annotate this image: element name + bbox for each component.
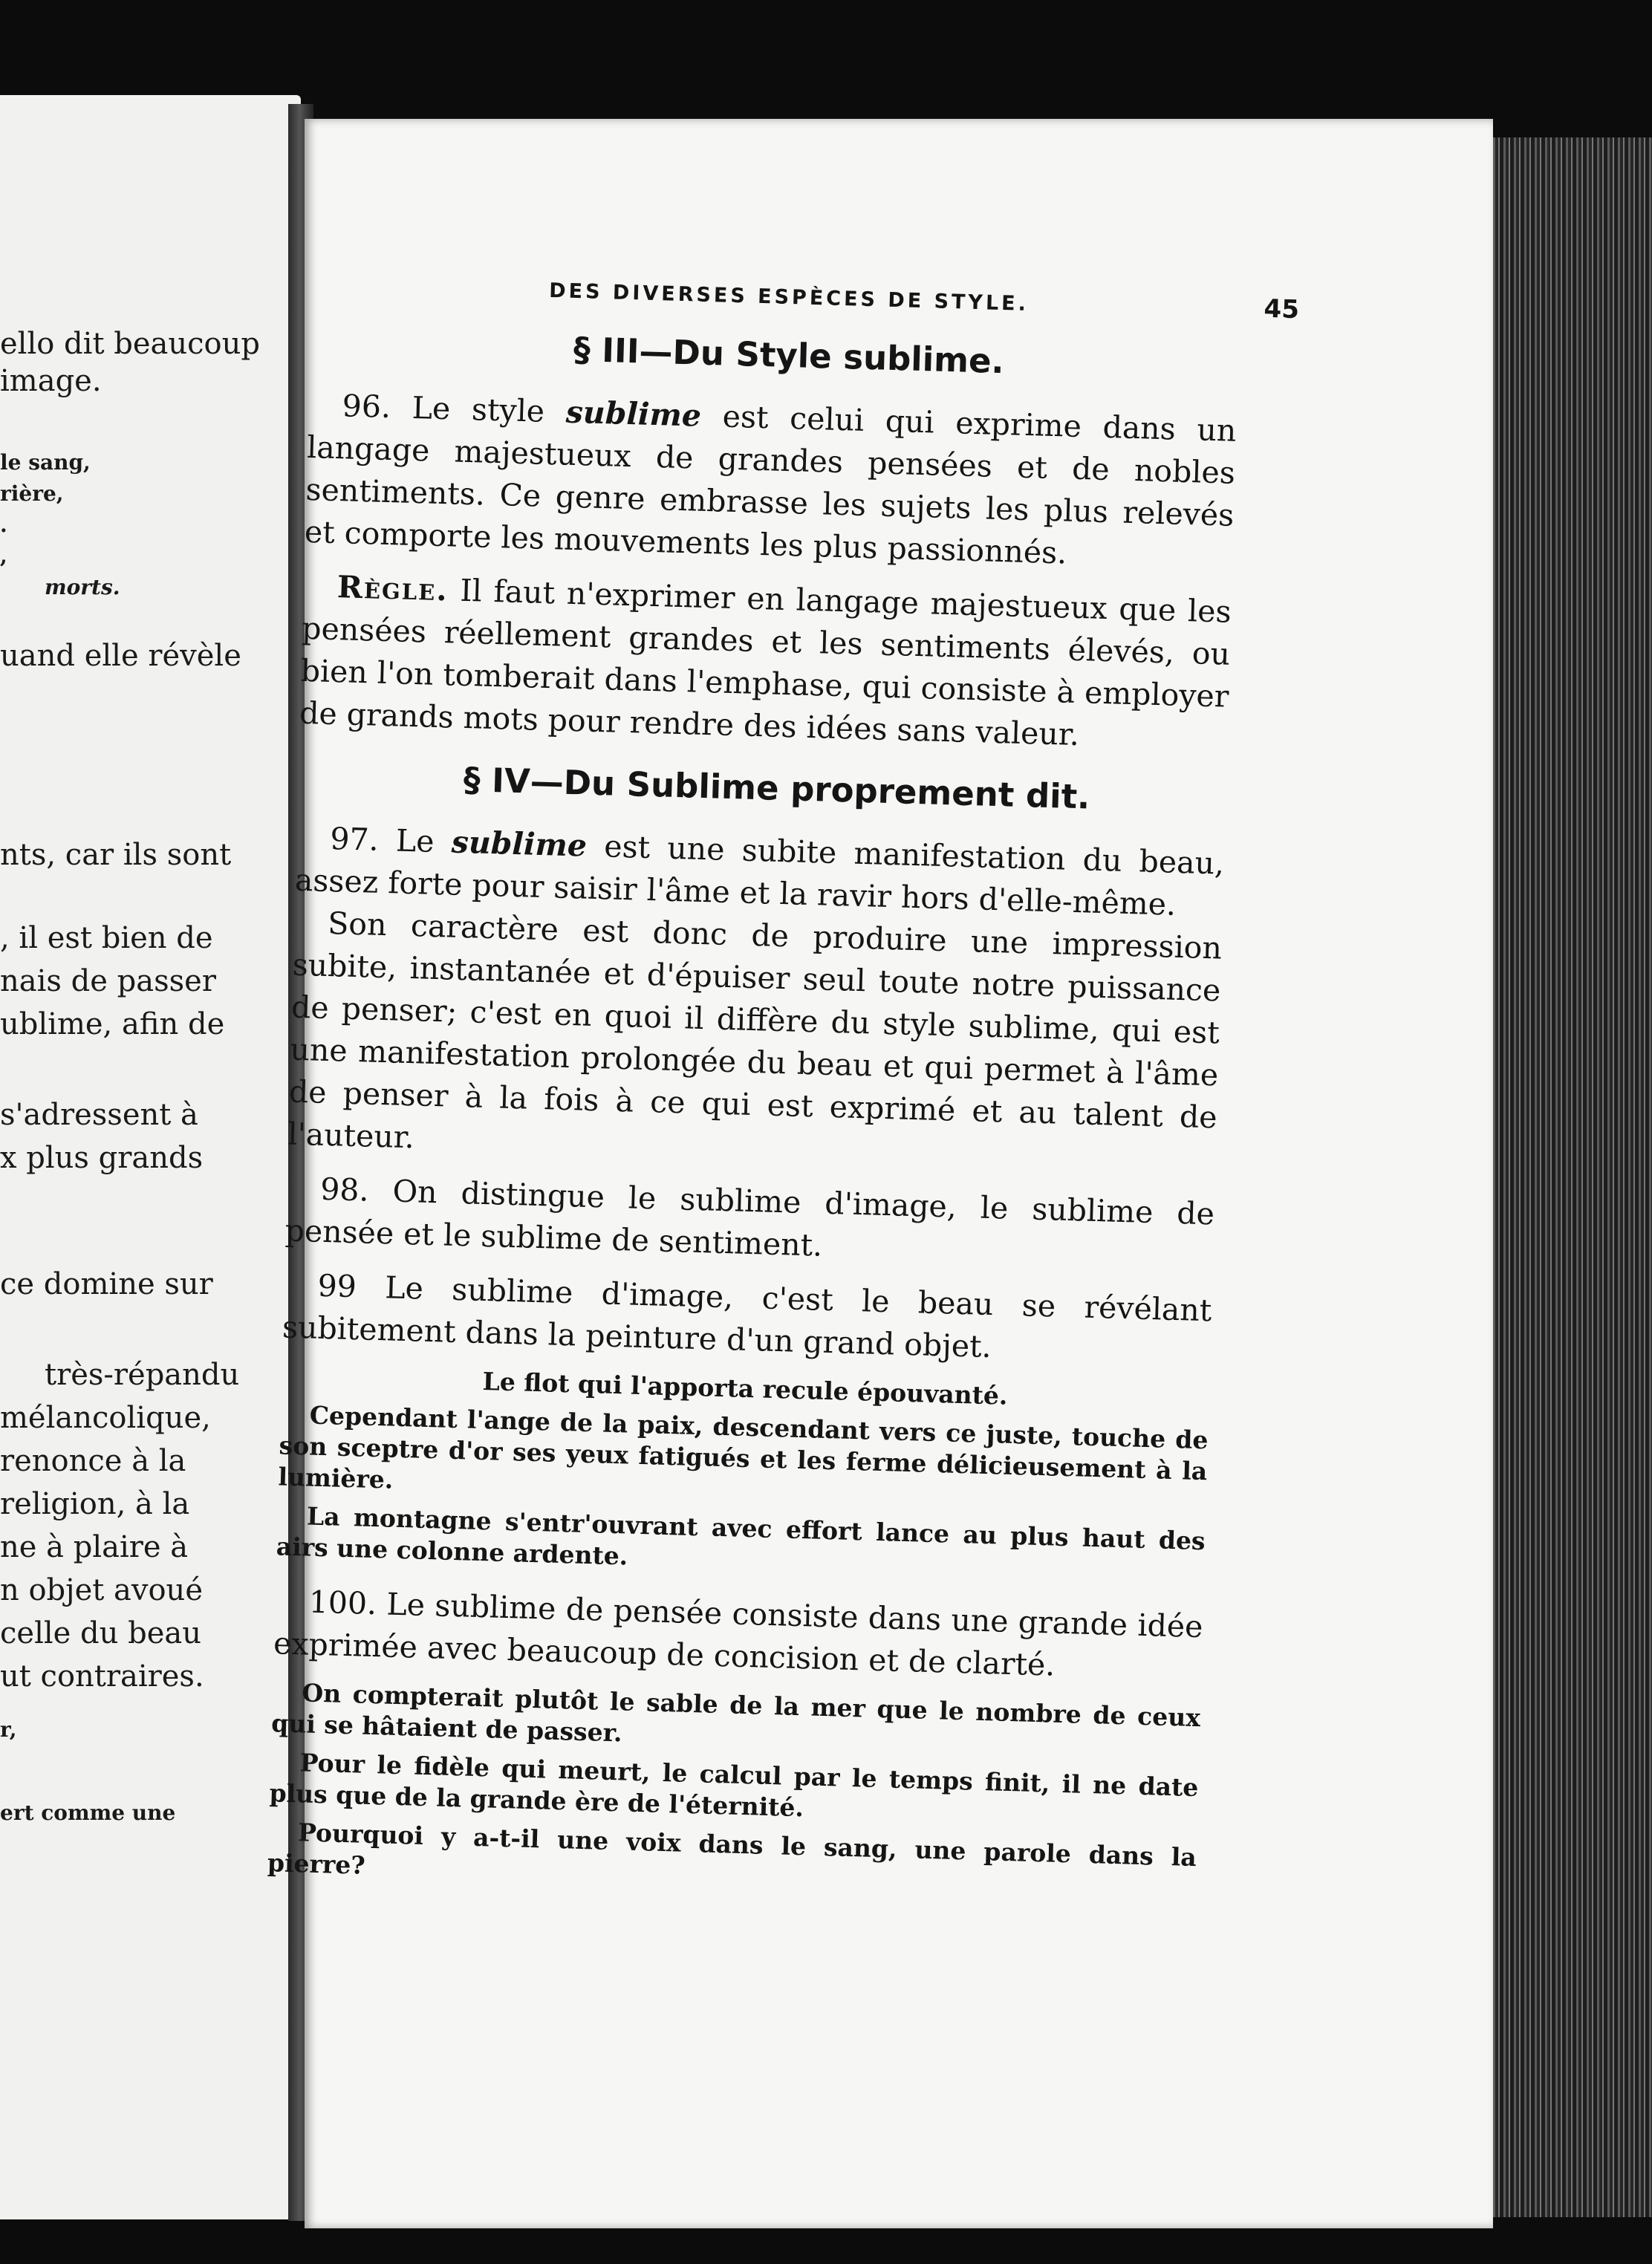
left-line: morts. [45, 575, 120, 599]
left-page [0, 95, 301, 2219]
example-quote: Cependant l'ange de la paix, descendant vers ce juste, touche de son sceptre d'or ses yeux fatigués et les ferme délicieusement à la lumière. [277, 1400, 1209, 1494]
paragraph-text: est une subite manifestation du beau, assez forte pour saisir l'âme et la ravir hors d'elle-même. [294, 828, 1225, 923]
left-line: ut contraires. [0, 1659, 204, 1694]
example-quote: On compterait plutôt le sable de la mer que le nombre de ceux qui se hâtaient de passer. [270, 1678, 1201, 1748]
left-line: ne à plaire à [0, 1530, 189, 1564]
left-line: nais de passer [0, 964, 216, 998]
rule-paragraph [299, 565, 1232, 761]
paragraph-99: 99 Le sublime d'image, c'est le beau se révélant subitement dans la peinture d'un grand objet. [282, 1267, 1212, 1365]
paragraph-96 [304, 384, 1237, 579]
paragraph-number: 96. [342, 388, 391, 426]
left-line: très-répandu [45, 1358, 240, 1392]
left-line: n objet avoué [0, 1573, 203, 1607]
left-line: r, [0, 1717, 17, 1742]
left-line: , il est bien de [0, 921, 213, 955]
left-line: ert comme une [0, 1801, 176, 1825]
example-quote: Le flot qui l'apporta recule épouvanté. [482, 1367, 1009, 1411]
emphasis: sublime [565, 394, 702, 434]
left-line: ublime, afin de [0, 1007, 225, 1041]
paragraph-text: est celui qui exprime dans un langage majestueux de grandes pensées et de nobles sentiments. Ce genre embrasse les sujets les plus relevés et comporte les mouvements les plus passionnés. [304, 398, 1237, 571]
left-line: s'adressent à [0, 1098, 198, 1132]
example-quote: Pour le fidèle qui meurt, le calcul par le temps finit, il ne date plus que de la grande ère de l'éternité. [269, 1748, 1199, 1823]
section-heading-3: § III—Du Style sublime. [573, 329, 1005, 382]
example-quote: La montagne s'entr'ouvrant avec effort lance au plus haut des airs une colonne ardente. [276, 1501, 1206, 1571]
paragraph-number: 97. [329, 820, 380, 858]
left-line: celle du beau [0, 1616, 202, 1650]
left-line: renonce à la [0, 1444, 186, 1478]
page-edges [1493, 137, 1652, 2217]
text-block [267, 267, 1300, 1912]
left-line: mélancolique, [0, 1401, 211, 1435]
section-heading-4: § IV—Du Sublime proprement dit. [463, 759, 1090, 817]
paragraph-text: Le [395, 822, 435, 859]
left-line: image. [0, 364, 102, 398]
paragraph-text: Le style [412, 389, 545, 429]
page-number: 45 [1264, 293, 1300, 325]
left-line: nts, car ils sont [0, 838, 232, 872]
left-line: religion, à la [0, 1487, 190, 1521]
example-quote: Pourquoi y a-t-il une voix dans le sang, une parole dans la pierre? [267, 1818, 1197, 1880]
left-line: ce domine sur [0, 1267, 213, 1301]
running-title: DES DIVERSES ESPÈCES DE STYLE. [548, 279, 1030, 316]
rule-label: Règle. [336, 569, 449, 608]
left-line: , [0, 544, 7, 568]
paragraph-97-continued: Son caractère est donc de produire une impression subite, instantanée et d'épuiser seul toute notre puissance de penser; c'est en quoi il diffère du style sublime, qui est une manifestation prolongée du beau et qui permet à l'âme de penser à la fois à ce qui est exprimé et au talent de l'auteur. [287, 905, 1223, 1156]
left-line: x plus grands [0, 1141, 204, 1175]
left-line: . [0, 513, 7, 537]
rule-text: Il faut n'exprimer en langage majestueux que les pensées réellement grandes et les sentiments élevés, ou bien l'on tomberait dans l'emphase, qui consiste à employer de grands mots pour rendre des idées sans valeur. [299, 572, 1232, 753]
left-line: uand elle révèle [0, 639, 241, 673]
left-line: rière, [0, 481, 64, 506]
paragraph-100: 100. Le sublime de pensée consiste dans une grande idée exprimée avec beaucoup de concision et de clarté. [273, 1584, 1204, 1683]
left-line: le sang, [0, 450, 91, 475]
emphasis: sublime [451, 824, 588, 864]
left-line: ello dit beaucoup [0, 327, 260, 361]
paragraph-98: 98. On distingue le sublime d'image, le sublime de pensée et le sublime de sentiment. [284, 1171, 1215, 1263]
